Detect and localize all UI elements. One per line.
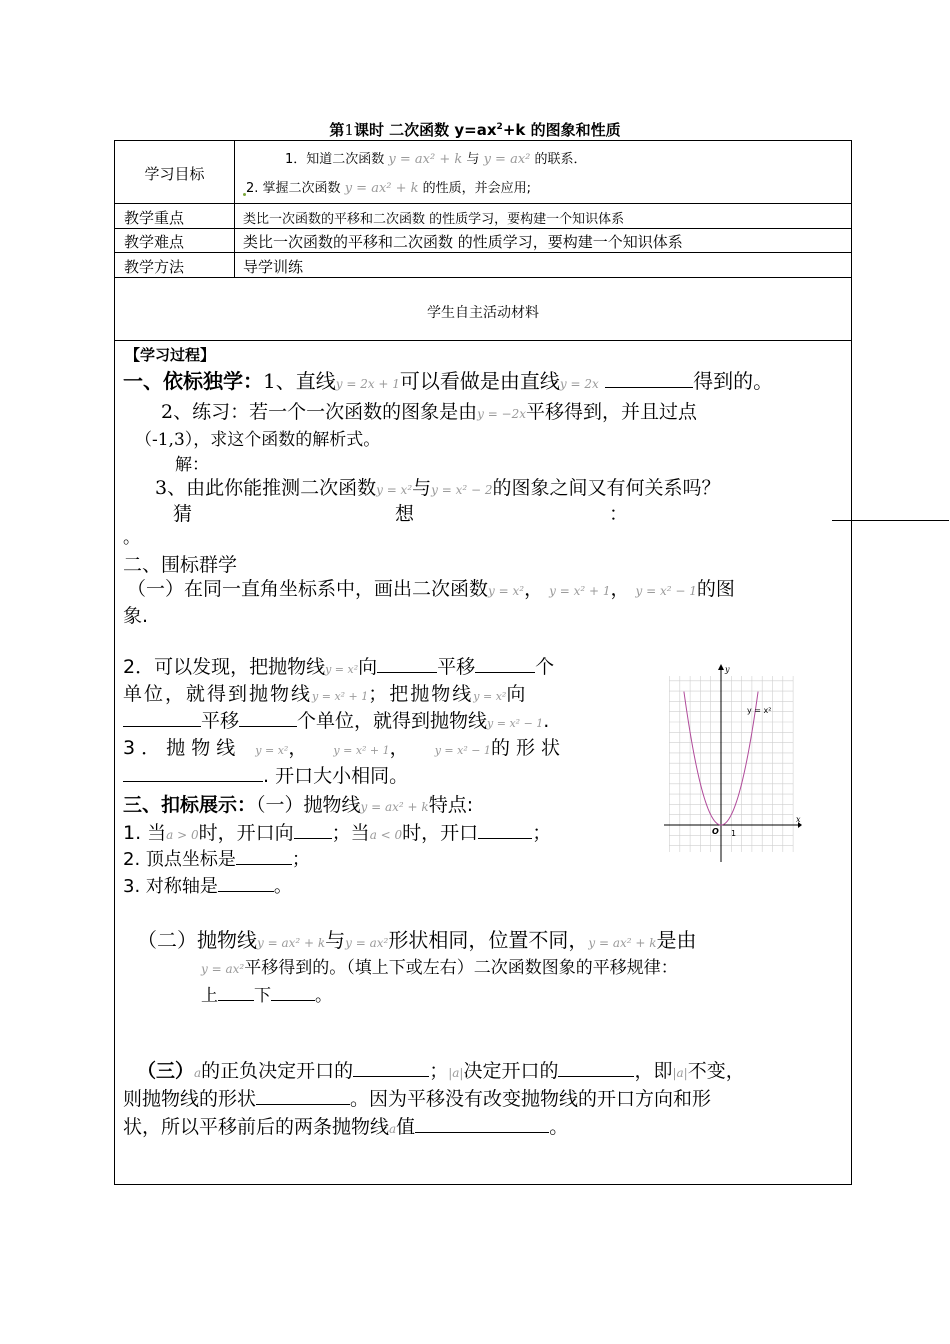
s1-q2: 2、练习：若一个一次函数的图象是由y = −2x平移得到，并且过点 bbox=[161, 401, 698, 423]
x-axis-label: x bbox=[796, 815, 801, 824]
s2-heading: 二、围标群学 bbox=[123, 554, 238, 576]
answer-blank[interactable] bbox=[377, 653, 437, 673]
s3-p1: 三、扣标展示：（一）抛物线y = ax² + k特点: bbox=[123, 794, 474, 816]
origin-label: O bbox=[712, 827, 719, 836]
answer-blank[interactable] bbox=[294, 819, 332, 839]
method-value: 导学训练 bbox=[243, 258, 304, 276]
objectives-label: 学习目标 bbox=[144, 165, 205, 183]
method-label: 教学方法 bbox=[124, 258, 185, 276]
y-axis-label: y bbox=[725, 665, 730, 674]
s3-p3-line3: 状，所以平移前后的两条抛物线a值 。 bbox=[123, 1112, 568, 1139]
answer-blank[interactable] bbox=[236, 846, 292, 865]
objective-2: 2. 掌握二次函数 y = ax² + k 的性质，并会应用; bbox=[243, 177, 531, 196]
period-mark: 。 bbox=[123, 528, 140, 548]
answer-blank[interactable] bbox=[475, 653, 535, 673]
column-divider bbox=[234, 141, 235, 277]
s2-q2-line2: 单位，就得到抛物线y = x² + 1；把抛物线y = x²向 bbox=[123, 683, 528, 705]
answer-blank[interactable] bbox=[558, 1057, 634, 1077]
difficulty-value: 类比一次函数的平移和二次函数 的性质学习，要构建一个知识体系 bbox=[243, 233, 683, 251]
answer-blank[interactable] bbox=[415, 1113, 549, 1133]
student-material-heading: 学生自主活动材料 bbox=[427, 305, 539, 321]
s2-p1-line2: 象. bbox=[123, 605, 149, 627]
row-divider bbox=[115, 340, 851, 341]
answer-blank[interactable] bbox=[271, 983, 315, 1001]
s3-p3-line2: 则抛物线的形状 。因为平移没有改变抛物线的开口方向和形 bbox=[123, 1084, 711, 1111]
answer-blank[interactable] bbox=[353, 1057, 429, 1077]
answer-blank[interactable] bbox=[123, 762, 263, 782]
answer-blank[interactable] bbox=[478, 819, 532, 839]
s2-p1: （一）在同一直角坐标系中，画出二次函数y = x²， y = x² + 1， y = x² − 1的图 bbox=[127, 578, 735, 600]
guess-char-1: 猜 bbox=[173, 503, 193, 525]
s3-p2-line2: y = ax²平移得到的。（填上下或左右）二次函数图象的平移规律： bbox=[201, 958, 678, 978]
row-divider bbox=[115, 203, 851, 204]
answer-blank[interactable] bbox=[123, 707, 201, 727]
s2-q2-line1: 2．可以发现，把抛物线y = x²向 平移 个 bbox=[123, 652, 554, 679]
s1-q1: 一、依标独学：1、直线y = 2x + 1可以看做是由直线y = 2x 得到的。 bbox=[123, 369, 774, 393]
s3-q1: 1. 当a > 0时，开口向 ；当a < 0时，开口 ； bbox=[123, 818, 551, 845]
y-axis-arrow bbox=[718, 664, 724, 670]
objective-1: 1．知道二次函数 y = ax² + k 与 y = ax² 的联系． bbox=[285, 152, 587, 167]
s1-q3: 3、由此你能推测二次函数y = x²与y = x² − 2的图象之间又有何关系吗？ bbox=[155, 477, 721, 499]
key-point-label: 教学重点 bbox=[124, 209, 185, 227]
answer-blank[interactable] bbox=[218, 873, 274, 892]
curve-label: y = x² bbox=[747, 706, 772, 715]
s3-p3-line1: （三）a的正负决定开口的 ；|a|决定开口的 ，即|a|不变， bbox=[137, 1056, 745, 1083]
answer-blank[interactable] bbox=[239, 707, 297, 727]
process-heading: 【学习过程】 bbox=[125, 346, 216, 364]
row-divider bbox=[115, 277, 851, 278]
s1-solution: 解： bbox=[175, 455, 209, 475]
tick-label: 1 bbox=[731, 829, 737, 838]
guess-answer-line[interactable] bbox=[832, 520, 949, 521]
guess-colon: ： bbox=[609, 503, 629, 525]
parabola-graph bbox=[662, 662, 802, 864]
graph-grid bbox=[669, 676, 793, 852]
difficulty-label: 教学难点 bbox=[124, 233, 185, 251]
s3-q3: 3. 对称轴是 。 bbox=[123, 872, 292, 898]
s2-q3-line1: 3 ． 抛 物 线 y = x²， y = x² + 1， y = x² − 1的 形 状 bbox=[123, 737, 561, 759]
answer-blank[interactable] bbox=[218, 983, 254, 1001]
s1-q2-line2: （-1,3），求这个函数的解析式。 bbox=[135, 430, 381, 450]
s3-p2-line1: （二）抛物线y = ax² + k与y = ax²形状相同，位置不同，y = ax² + k是由 bbox=[137, 928, 697, 952]
row-divider bbox=[115, 252, 851, 253]
s3-p2-line3: 上 下 。 bbox=[201, 981, 332, 1006]
answer-blank[interactable] bbox=[605, 367, 693, 388]
page-title: 第1课时 二次函数 $y=ax^2+k$ 的图象和性质 bbox=[329, 121, 621, 139]
guess-char-2: 想 bbox=[395, 503, 415, 525]
answer-blank[interactable] bbox=[256, 1085, 350, 1105]
s3-q2: 2. 顶点坐标是 ； bbox=[123, 845, 310, 871]
s2-q2-line3: 平移 个单位，就得到抛物线y = x² − 1. bbox=[123, 706, 549, 733]
row-divider bbox=[115, 228, 851, 229]
s2-q3-line2: . 开口大小相同。 bbox=[123, 761, 408, 788]
key-point-value: 类比一次函数的平移和二次函数 的性质学习，要构建一个知识体系 bbox=[243, 212, 625, 227]
